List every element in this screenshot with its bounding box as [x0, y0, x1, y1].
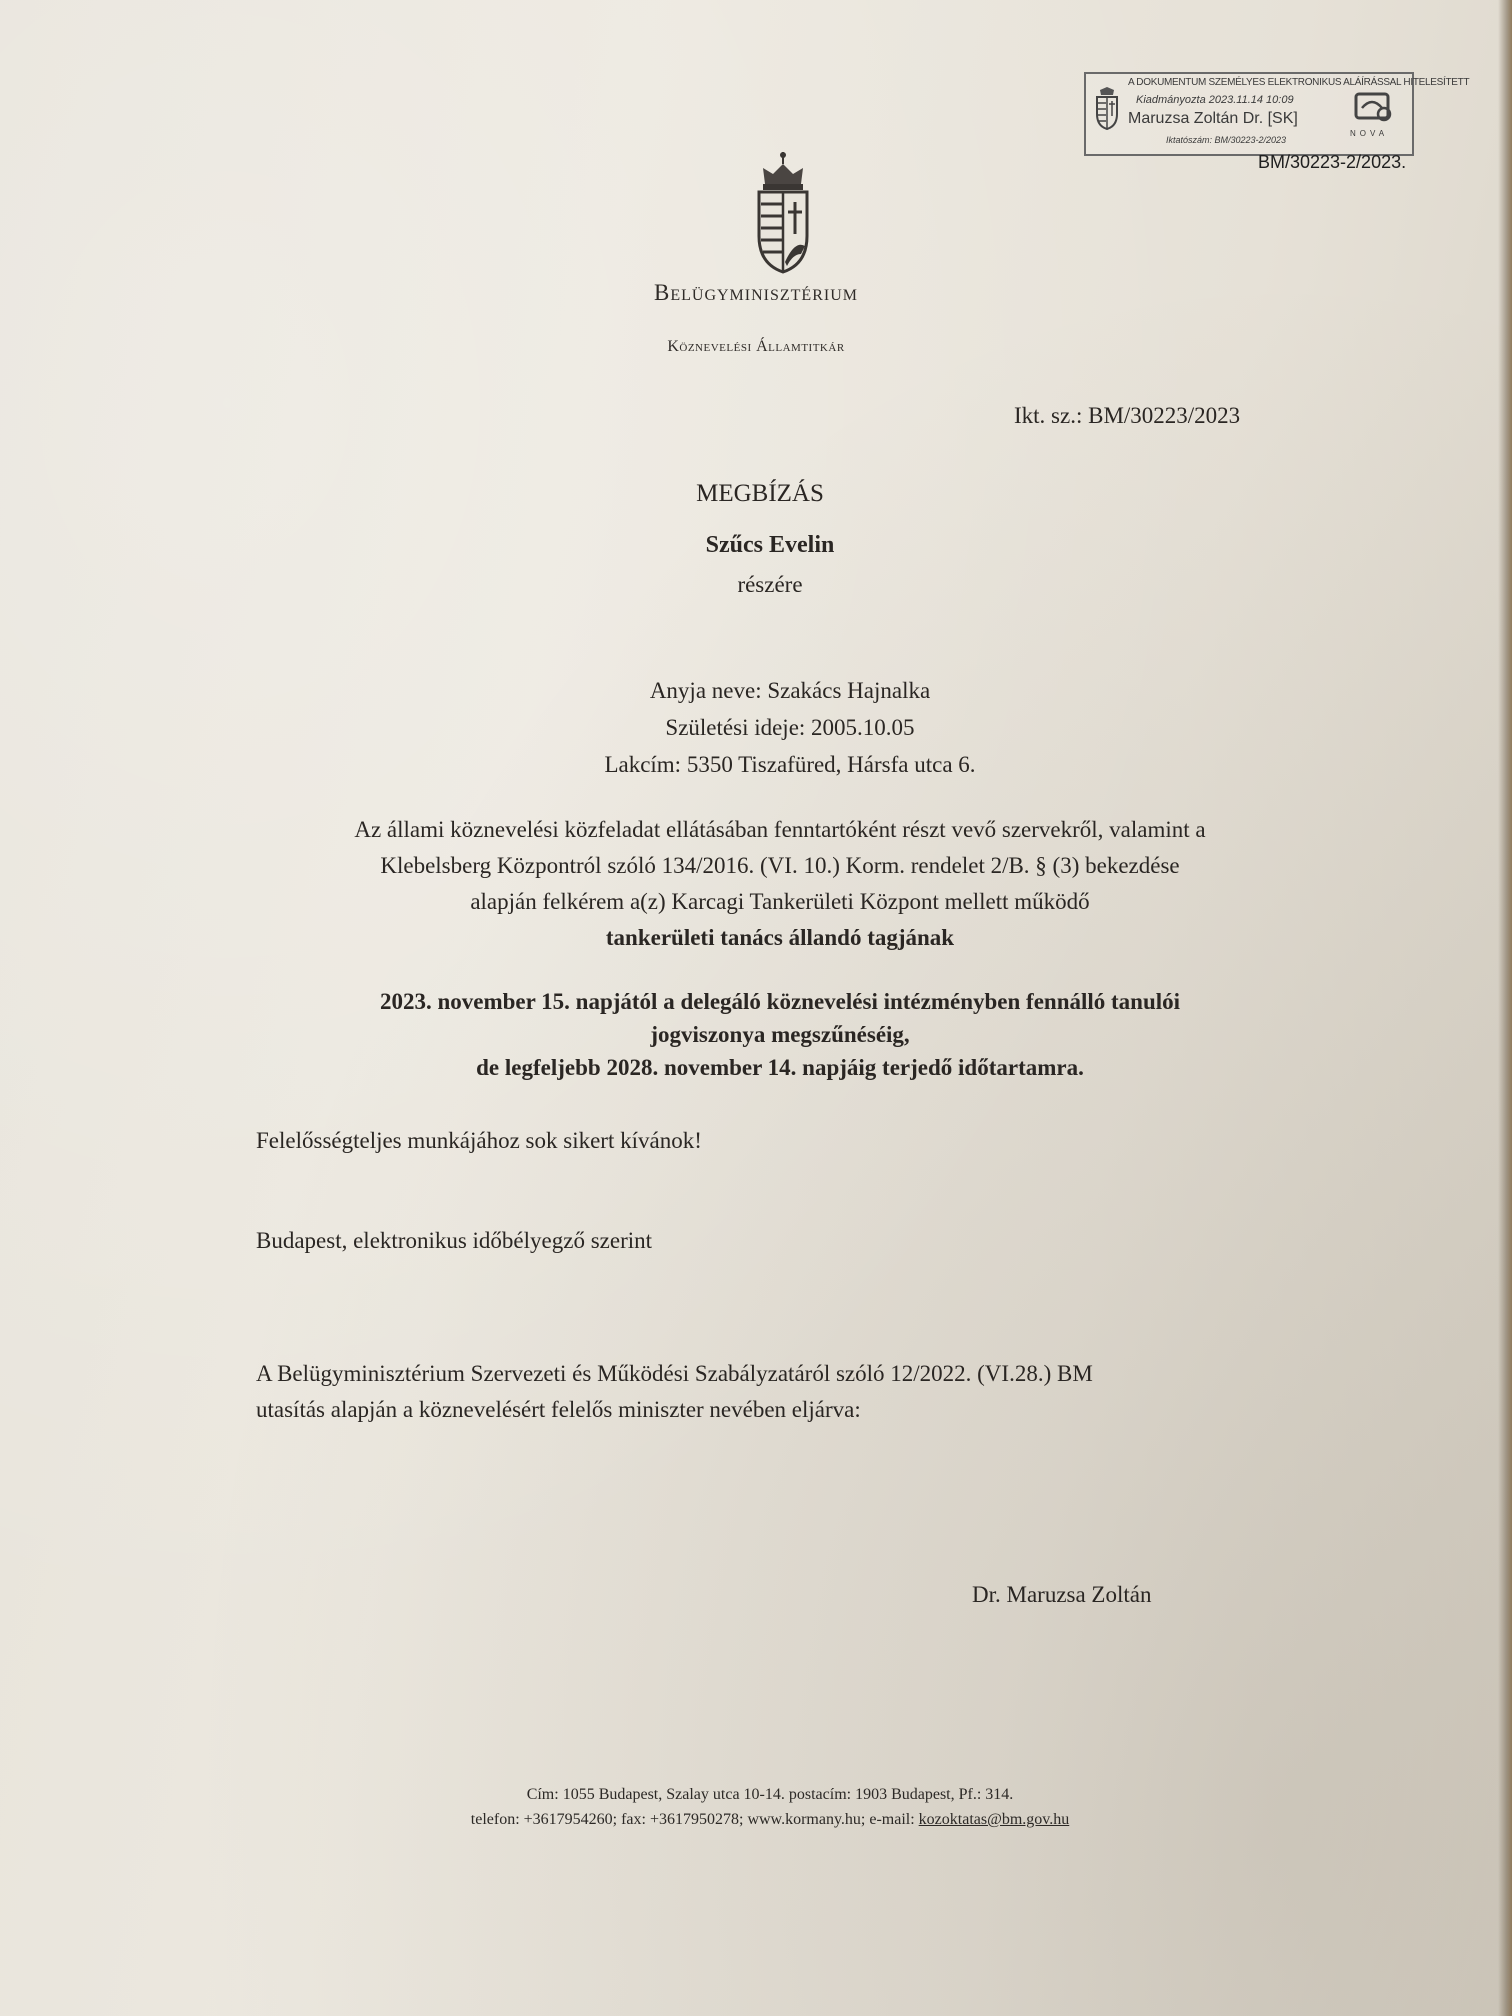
birth-date: Születési ideje: 2005.10.05 [665, 715, 915, 740]
footer-address: Cím: 1055 Budapest, Szalay utca 10-14. postacím: 1903 Budapest, Pf.: 314. [526, 1786, 1014, 1803]
body-line: Az állami köznevelési közfeladat ellátásában fenntartóként részt vevő szervekről, valamint a [354, 817, 1206, 842]
appointment-paragraph [230, 812, 1330, 956]
authority-line: utasítás alapján a köznevelésért felelős miniszter nevében eljárva: [256, 1397, 861, 1422]
body-line: Klebelsberg Központról szóló 134/2016. (VI. 10.) Korm. rendelet 2/B. § (3) bekezdése [380, 853, 1180, 878]
e-signature-stamp [1084, 72, 1470, 156]
mother-name: Anyja neve: Szakács Hajnalka [649, 678, 931, 703]
stamp-logo-text: NOVA [1350, 129, 1389, 138]
term-line: 2023. november 15. napjától a delegáló köznevelési intézményben fennálló tanulói [379, 989, 1181, 1014]
coat-of-arms-icon [1094, 86, 1120, 130]
document-number: BM/30223-2/2023. [1258, 152, 1407, 172]
body-line: alapján felkérem a(z) Karcagi Tankerületi Központ mellett működő [470, 889, 1090, 914]
stamp-signer: Maruzsa Zoltán Dr. [SK] [1128, 110, 1298, 127]
state-secretariat: Köznevelési Államtitkár [667, 338, 845, 355]
footer-contact: telefon: +3617954260; fax: +3617950278; www.kormany.hu; e-mail: [470, 1811, 915, 1828]
authority-paragraph [256, 1356, 1266, 1428]
appointment-role: tankerületi tanács állandó tagjának [605, 925, 955, 950]
term-line: jogviszonya megszűnéséig, [650, 1022, 910, 1047]
authority-line: A Belügyminisztérium Szervezeti és Működési Szabályzatáról szóló 12/2022. (VI.28.) BM [256, 1361, 1093, 1386]
stamp-issued: Kiadmányozta 2023.11.14 10:09 [1136, 94, 1294, 106]
term-line: de legfeljebb 2028. november 14. napjáig terjedő időtartamra. [476, 1055, 1084, 1080]
stamp-header: A DOKUMENTUM SZEMÉLYES ELEKTRONIKUS ALÁÍRÁSSAL HITELESÍTETT [1128, 77, 1470, 88]
term-paragraph [230, 985, 1330, 1084]
page-title: MEGBÍZÁS [696, 480, 824, 507]
reference-number: Ikt. sz.: BM/30223/2023 [1014, 403, 1241, 428]
footer-contact-line [330, 1807, 1210, 1832]
personal-details [440, 672, 1140, 783]
nova-logo-icon [1352, 92, 1396, 128]
coat-of-arms-icon [755, 150, 811, 274]
recipient-name: Szűcs Evelin [705, 532, 835, 558]
signatory-name: Dr. Maruzsa Zoltán [972, 1582, 1152, 1607]
page-edge [1498, 0, 1512, 2016]
footer-email-link[interactable]: kozoktatas@bm.gov.hu [918, 1811, 1070, 1828]
closing-wish: Felelősségteljes munkájához sok sikert kívánok! [256, 1128, 702, 1153]
ministry-name: Belügyminisztérium [654, 280, 858, 305]
stamp-filing-number: Iktatószám: BM/30223-2/2023 [1166, 135, 1287, 145]
place-and-date: Budapest, elektronikus időbélyegző szerint [256, 1228, 653, 1253]
recipient-for: részére [737, 572, 803, 597]
footer [330, 1782, 1210, 1832]
address: Lakcím: 5350 Tiszafüred, Hársfa utca 6. [604, 752, 976, 777]
